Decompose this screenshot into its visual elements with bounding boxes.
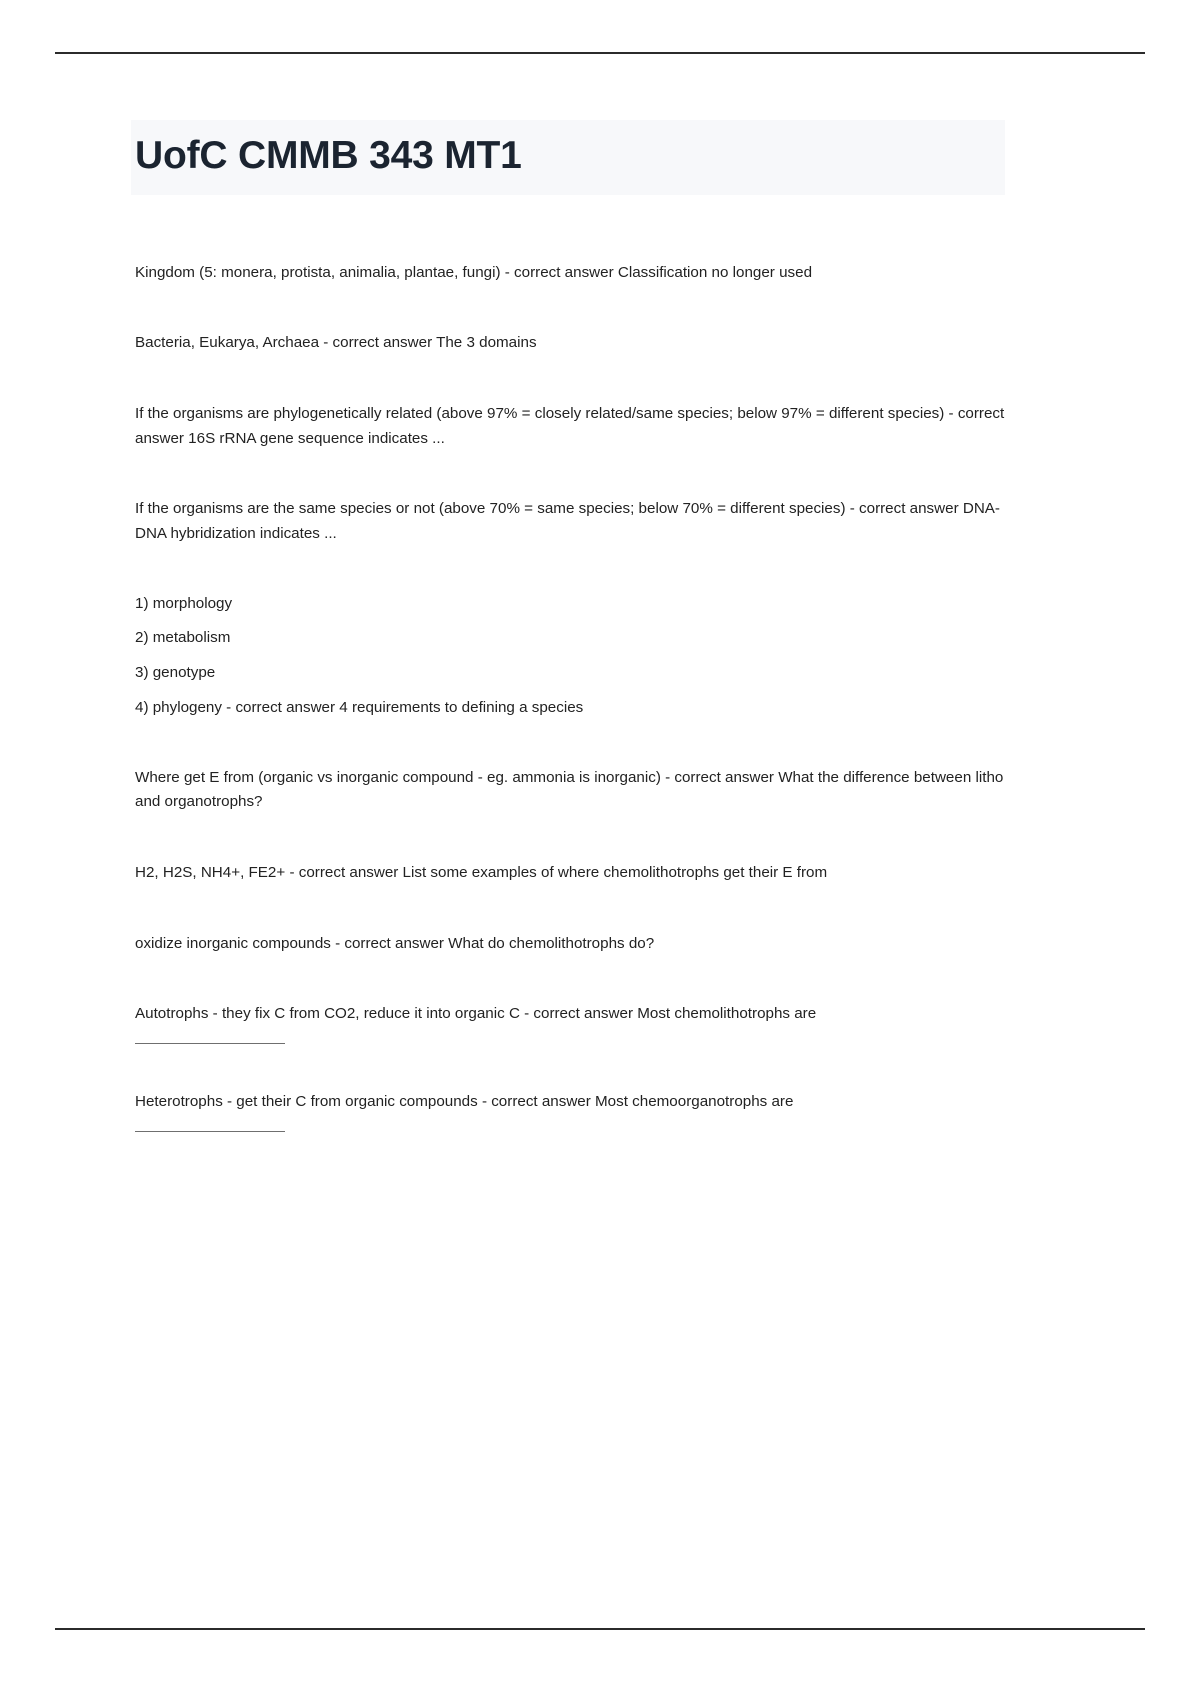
qa-item bbox=[135, 1090, 1005, 1132]
qa-item bbox=[135, 497, 1005, 546]
qa-text: H2, H2S, NH4+, FE2+ - correct answer List some examples of where chemolithotrophs get their E from bbox=[135, 864, 828, 882]
qa-text: If the organisms are phylogenetically related (above 97% = closely related/same species; below 97% = different species) - correct answer 16S rRNA gene sequence indicates ... bbox=[135, 405, 1005, 447]
qa-item bbox=[135, 331, 1005, 356]
fill-in-blank-line bbox=[135, 1131, 285, 1132]
qa-text: Where get E from (organic vs inorganic compound - eg. ammonia is inorganic) - correct answer What the difference between litho and organotrophs? bbox=[135, 768, 1004, 811]
header-divider bbox=[55, 52, 1145, 54]
qa-text: If the organisms are the same species or not (above 70% = same species; below 70% = different species) - correct answer DNA-DNA hybridization indicates ... bbox=[135, 500, 1000, 542]
qa-text: oxidize inorganic compounds - correct answer What do chemolithotrophs do? bbox=[135, 934, 655, 952]
list-item: 3) genotype bbox=[135, 664, 216, 682]
list-item: 4) phylogeny - correct answer 4 requirements to defining a species bbox=[135, 698, 584, 716]
list-item: 1) morphology bbox=[135, 594, 233, 612]
title-banner bbox=[131, 120, 1005, 195]
qa-text: Autotrophs - they fix C from CO2, reduce it into organic C - correct answer Most chemolithotrophs are bbox=[135, 1005, 817, 1023]
qa-item bbox=[135, 1002, 1005, 1044]
qa-item bbox=[135, 861, 1005, 886]
list-item: 2) metabolism bbox=[135, 629, 231, 647]
qa-item bbox=[135, 261, 1005, 286]
qa-item bbox=[135, 766, 1005, 815]
qa-list bbox=[135, 261, 1005, 1132]
qa-text: Bacteria, Eukarya, Archaea - correct answer The 3 domains bbox=[135, 334, 537, 352]
qa-item bbox=[135, 932, 1005, 957]
qa-text: Heterotrophs - get their C from organic compounds - correct answer Most chemoorganotrophs are bbox=[135, 1092, 794, 1110]
qa-item-numbered-list bbox=[135, 593, 1005, 720]
fill-in-blank-line bbox=[135, 1043, 285, 1044]
page-title: UofC CMMB 343 MT1 bbox=[135, 134, 522, 177]
qa-text: Kingdom (5: monera, protista, animalia, plantae, fungi) - correct answer Classification no longer used bbox=[135, 263, 813, 281]
footer-divider bbox=[55, 1628, 1145, 1630]
qa-item bbox=[135, 402, 1005, 451]
document-content bbox=[135, 120, 1005, 1132]
